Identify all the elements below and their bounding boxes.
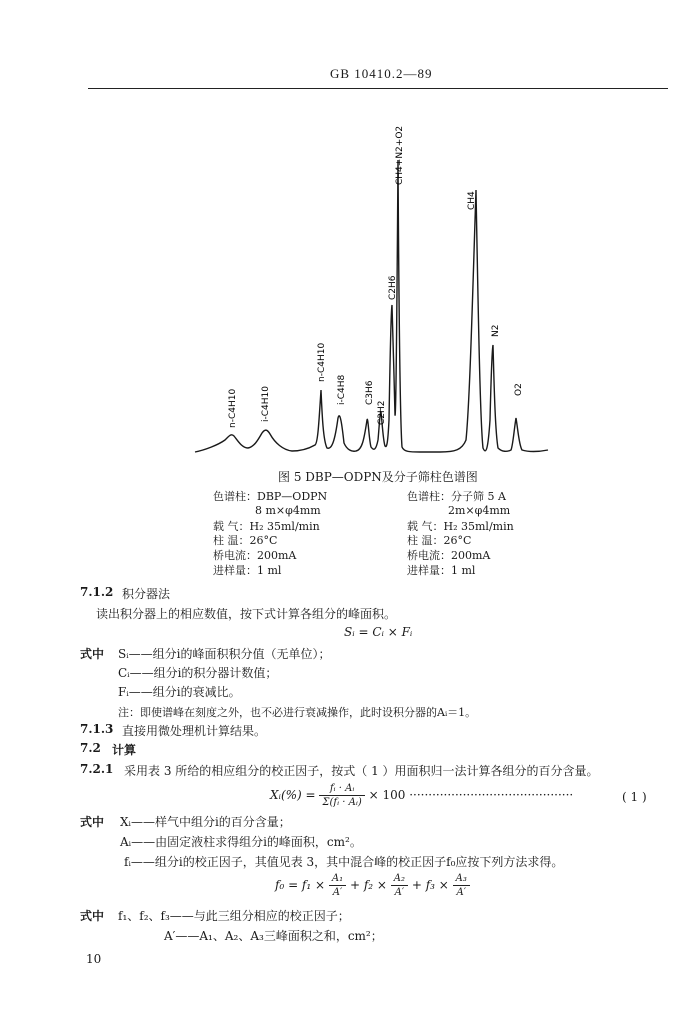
where-label: 式中 — [80, 815, 105, 829]
definition: Aᵢ——由固定液柱求得组分i的峰面积，cm²。 — [120, 835, 362, 849]
definition: A′——A₁、A₂、A₃三峰面积之和，cm²； — [164, 929, 383, 943]
condition-right: 2m×φ4mm — [448, 504, 511, 517]
fraction-numerator: A₂ — [391, 872, 408, 886]
chromatogram-figure — [0, 0, 697, 470]
body-text: 读出积分器上的相应数值，按下式计算各组分的峰面积。 — [96, 607, 397, 621]
equation-tag: ( 1 ) — [622, 790, 647, 804]
peak-label: C2H6 — [388, 275, 398, 300]
peak-label: CH4+N2+O2 — [395, 125, 405, 185]
condition-right: 载 气：H₂ 35ml/min — [407, 520, 514, 533]
peak-label: C2H2 — [377, 400, 387, 425]
condition-left: 载 气：H₂ 35ml/min — [213, 520, 320, 533]
peak-label: CH4 — [467, 191, 477, 210]
where-label: 式中 — [80, 909, 105, 923]
equation-lhs: Xᵢ(%) = — [270, 788, 316, 802]
peak-label: N2 — [491, 324, 501, 337]
definition: Xᵢ——样气中组分i的百分含量； — [120, 815, 291, 829]
condition-right: 进样量：1 ml — [407, 564, 476, 577]
peak-label: C3H6 — [365, 380, 375, 405]
section-title: 计算 — [112, 743, 137, 757]
definition: f₁、f₂、f₃——与此三组分相应的校正因子； — [118, 909, 350, 923]
section-number: 7.1.3 — [80, 722, 114, 736]
fraction-denominator: A′ — [456, 887, 467, 898]
equation-fraction — [329, 872, 346, 899]
condition-left: 柱 温：26°C — [213, 534, 278, 547]
fraction-denominator: Σ(fᵢ · Aᵢ) — [322, 797, 362, 808]
equation-lhs: f₀ = f₁ × — [275, 878, 326, 892]
condition-right: 色谱柱：分子筛 5 A — [407, 490, 506, 503]
equation-fraction — [391, 872, 408, 899]
condition-right: 桥电流：200mA — [407, 549, 491, 562]
section-title: 积分器法 — [122, 587, 171, 601]
standard-number: GB 10410.2—89 — [330, 66, 433, 81]
section-number: 7.2.1 — [80, 762, 114, 776]
definition: fᵢ——组分i的校正因子，其值见表 3，其中混合峰的校正因子f₀应按下列方法求得。 — [124, 855, 564, 869]
condition-left: 桥电流：200mA — [213, 549, 297, 562]
peak-label: n-C4H10 — [228, 388, 238, 428]
figure-caption: 图 5 DBP—ODPN及分子筛柱色谱图 — [278, 470, 478, 484]
body-text: 采用表 3 所给的相应组分的校正因子，按式（ 1 ）用面积归一法计算各组分的百分含量。 — [124, 764, 599, 778]
where-label: 式中 — [80, 647, 105, 661]
peak-label: i-C4H10 — [261, 386, 271, 422]
fraction-numerator: fᵢ · Aᵢ — [319, 782, 364, 796]
peak-label: i-C4H8 — [337, 374, 347, 405]
fraction-numerator: A₁ — [329, 872, 346, 886]
peak-label: n-C4H10 — [317, 342, 327, 382]
definition: Cᵢ——组分i的积分器计数值； — [118, 666, 278, 680]
formula: Sᵢ = Cᵢ × Fᵢ — [344, 625, 413, 639]
page-number: 10 — [86, 952, 102, 966]
peak-label: O2 — [514, 383, 524, 396]
definition: Sᵢ——组分i的峰面积积分值（无单位）； — [118, 647, 331, 661]
equation-fraction — [319, 782, 364, 809]
equation-term: + f₂ × — [349, 878, 387, 892]
body-text: 直接用微处理机计算结果。 — [122, 724, 267, 738]
condition-left: 8 m×φ4mm — [255, 504, 321, 517]
section-number: 7.2 — [80, 741, 101, 755]
equation-rhs: × 100 ··········································· — [368, 788, 574, 802]
equation-2 — [275, 872, 470, 899]
fraction-numerator: A₃ — [453, 872, 470, 886]
fraction-denominator: A′ — [332, 887, 343, 898]
note: 注：即使谱峰在刻度之外，也不必进行衰减操作，此时设积分器的Aᵢ＝1。 — [118, 706, 477, 719]
condition-left: 色谱柱：DBP—ODPN — [213, 490, 328, 503]
section-number: 7.1.2 — [80, 585, 114, 599]
condition-right: 柱 温：26°C — [407, 534, 472, 547]
equation-1 — [270, 782, 573, 809]
equation-term: + f₃ × — [411, 878, 449, 892]
condition-left: 进样量：1 ml — [213, 564, 282, 577]
chromatogram-trace — [195, 160, 548, 452]
definition: Fᵢ——组分i的衰减比。 — [118, 685, 241, 699]
equation-fraction — [453, 872, 470, 899]
fraction-denominator: A′ — [394, 887, 405, 898]
